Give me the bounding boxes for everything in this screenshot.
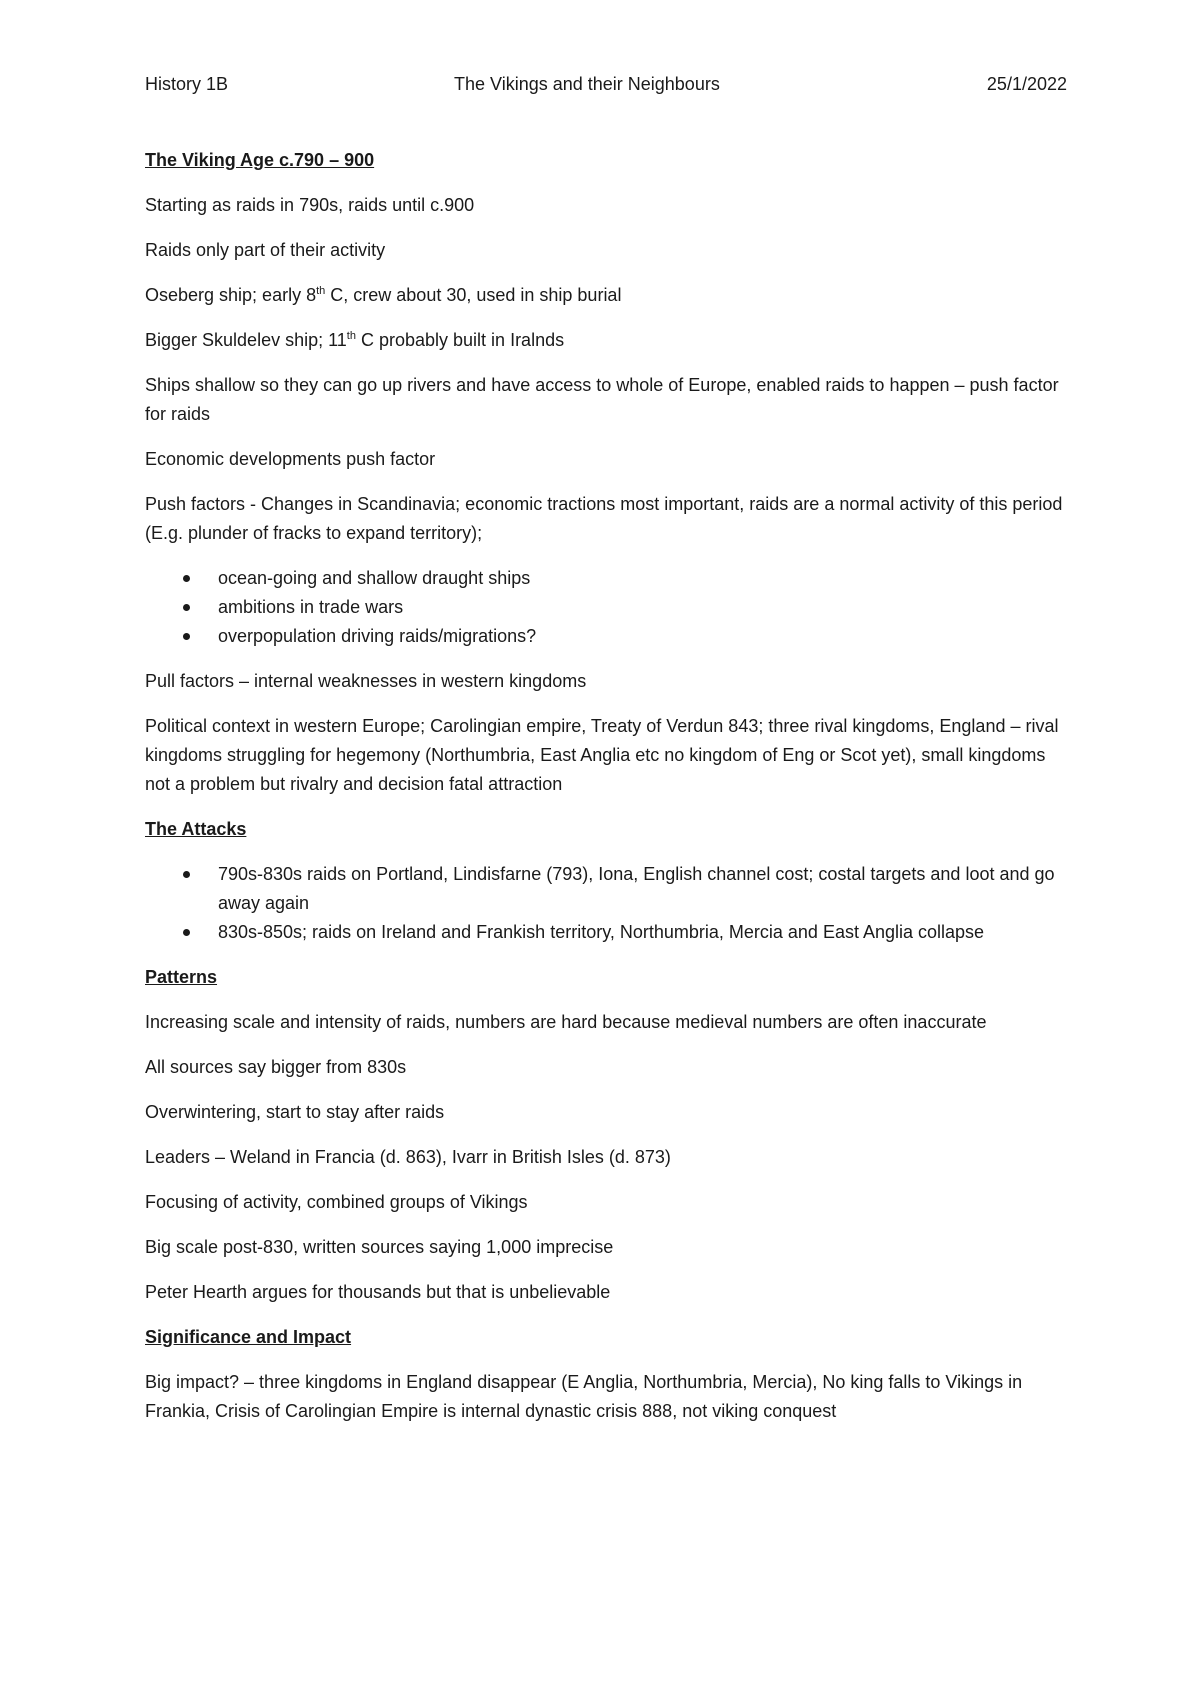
document-body [145,146,1065,1442]
text-run: C, crew about 30, used in ship burial [325,285,622,305]
header-course: History 1B [145,74,229,94]
section-heading-attacks: The Attacks [145,819,247,839]
list-item-text: 830s-850s; raids on Ireland and Frankish territory, Northumbria, Mercia and East Anglia collapse [218,922,985,942]
paragraph: Leaders – Weland in Francia (d. 863), Ivarr in British Isles (d. 873) [145,1147,671,1167]
text-run: C probably built in Iralnds [355,330,565,350]
paragraph: Political context in western Europe; Carolingian empire, Treaty of Verdun 843; three rival kingdoms, England – rival kingdoms struggling for hegemony (Northumbria, East Anglia etc no kingdom of Eng or Scot yet), small kingdoms not a problem but rivalry and decision fatal attraction [145,716,1059,794]
section-heading-viking-age: The Viking Age c.790 – 900 [145,150,375,170]
bullet-icon [183,633,190,640]
section-heading-patterns: Patterns [145,967,218,987]
list-item [145,593,1065,622]
list-item [145,564,1065,593]
paragraph: Overwintering, start to stay after raids [145,1102,445,1122]
list-item [145,860,1065,918]
superscript: th [346,330,356,342]
bullet-icon [183,871,190,878]
bullet-list-attacks [145,860,1065,947]
bullet-icon [183,604,190,611]
bullet-icon [183,575,190,582]
paragraph [145,281,1065,310]
text-run: Oseberg ship; early 8 [145,285,317,305]
page-header [145,74,1067,100]
paragraph: Ships shallow so they can go up rivers and have access to whole of Europe, enabled raids to happen – push factor for raids [145,375,1059,424]
paragraph: Increasing scale and intensity of raids, numbers are hard because medieval numbers are often inaccurate [145,1012,987,1032]
paragraph: Focusing of activity, combined groups of Vikings [145,1192,528,1212]
list-item-text: 790s-830s raids on Portland, Lindisfarne (793), Iona, English channel cost; costal targets and loot and go away again [218,864,1055,913]
paragraph: Big scale post-830, written sources saying 1,000 imprecise [145,1237,614,1257]
section-heading-significance: Significance and Impact [145,1327,352,1347]
list-item-text: ambitions in trade wars [218,597,404,617]
paragraph: Starting as raids in 790s, raids until c.900 [145,195,475,215]
paragraph: Raids only part of their activity [145,240,386,260]
paragraph: Push factors - Changes in Scandinavia; economic tractions most important, raids are a normal activity of this period (E.g. plunder of fracks to expand territory); [145,494,1063,543]
paragraph: Economic developments push factor [145,449,436,469]
list-item [145,918,1065,947]
paragraph: Peter Hearth argues for thousands but that is unbelievable [145,1282,611,1302]
paragraph: Big impact? – three kingdoms in England disappear (E Anglia, Northumbria, Mercia), No king falls to Vikings in Frankia, Crisis of Carolingian Empire is internal dynastic crisis 888, not viking conquest [145,1372,1023,1421]
list-item-text: overpopulation driving raids/migrations? [218,626,537,646]
paragraph: All sources say bigger from 830s [145,1057,407,1077]
paragraph [145,326,1065,355]
header-title: The Vikings and their Neighbours [454,74,720,94]
header-date: 25/1/2022 [986,74,1067,94]
bullet-list-push-factors [145,564,1065,651]
superscript: th [316,285,326,297]
text-run: Bigger Skuldelev ship; 11 [145,330,347,350]
list-item-text: ocean-going and shallow draught ships [218,568,531,588]
bullet-icon [183,929,190,936]
list-item [145,622,1065,651]
paragraph: Pull factors – internal weaknesses in western kingdoms [145,671,587,691]
